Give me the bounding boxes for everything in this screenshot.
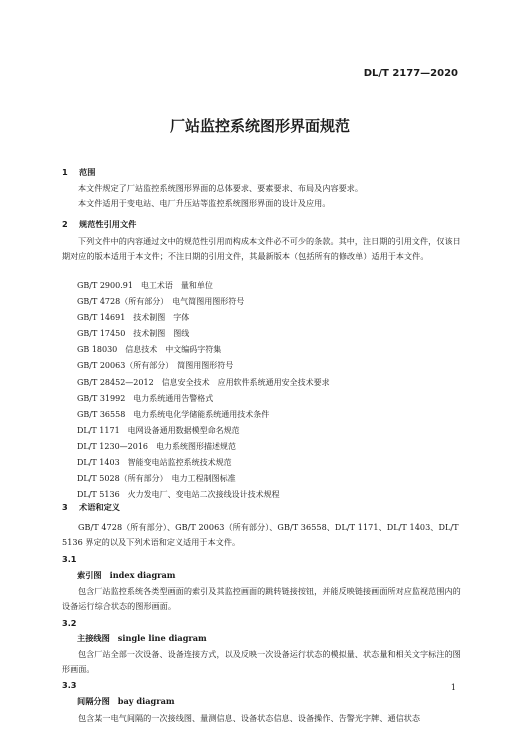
term-english: single line diagram [117, 633, 207, 643]
section-3-heading [62, 502, 120, 513]
section-1-heading [62, 167, 95, 178]
reference-item: GB/T 31992 电力系统通用告警格式 [77, 393, 214, 403]
section-number: 3 [62, 502, 68, 512]
term-chinese: 间隔分图 [77, 696, 110, 706]
section-number: 2 [62, 219, 68, 229]
term-chinese: 主接线图 [77, 633, 110, 643]
term-definition: 包含厂站全部一次设备、设备连接方式，以及反映一次设备运行状态的模拟量、状态量和相关文字标注的图形画面。 [62, 649, 461, 674]
term-number: 3.3 [62, 680, 77, 690]
term-number: 3.2 [62, 618, 77, 628]
reference-item: GB/T 20063（所有部分） 简图用图形符号 [77, 361, 234, 371]
reference-item: DL/T 5136 火力发电厂、变电站二次接线设计技术规程 [77, 490, 280, 500]
section-title: 规范性引用文件 [79, 219, 137, 229]
reference-item: GB/T 36558 电力系统电化学储能系统通用技术条件 [77, 409, 270, 419]
section-number: 1 [62, 167, 68, 177]
term-title [77, 570, 175, 581]
reference-item: GB/T 2900.91 电工术语 量和单位 [77, 281, 213, 290]
section-1-paragraph-1: 本文件规定了厂站监控系统图形界面的总体要求、要素要求、布局及内容要求。 [78, 183, 364, 193]
reference-item: DL/T 5028（所有部分） 电力工程制图标准 [77, 474, 236, 484]
document-number: DL/T 2177—2020 [363, 68, 458, 79]
reference-item: GB/T 28452—2012 信息安全技术 应用软件系统通用安全技术要求 [77, 377, 330, 387]
reference-item: DL/T 1403 智能变电站监控系统技术规范 [77, 458, 232, 468]
term-number: 3.1 [62, 554, 77, 564]
page-number: 1 [450, 683, 456, 692]
term-title [77, 696, 175, 707]
page-title: 厂站监控系统图形界面规范 [169, 117, 350, 135]
reference-item: DL/T 1171 电网设备通用数据模型命名规范 [77, 425, 240, 435]
section-title: 范围 [79, 167, 96, 177]
term-definition: 包含厂站监控系统各类型画面的索引及其监控画面的跳转链接按钮，并能反映链接画面所对应监视范围内的设备运行综合状态的图形画面。 [62, 586, 461, 611]
reference-item: DL/T 1230—2016 电力系统图形描述规范 [77, 441, 237, 451]
reference-list [77, 278, 330, 503]
section-3-intro: GB/T 4728（所有部分）、GB/T 20063（所有部分）、GB/T 36558、DL/T 1171、DL/T 1403、DL/T 5136 界定的以及下列术语和定义适用于本文件。 [62, 522, 459, 547]
term-title [77, 633, 207, 644]
reference-item: GB 18030 信息技术 中文编码字符集 [77, 345, 222, 355]
term-definition: 包含某一电气间隔的一次接线图、量测信息、设备状态信息、设备操作、告警光字牌、通信状态 [78, 713, 421, 723]
term-english: bay diagram [117, 696, 175, 706]
section-1-paragraph-2: 本文件适用于变电站、电厂升压站等监控系统图形界面的设计及应用。 [78, 198, 331, 208]
term-english: index diagram [109, 570, 176, 580]
reference-item: GB/T 17450 技术制图 图线 [77, 329, 190, 339]
term-chinese: 索引图 [77, 570, 102, 580]
reference-item: GB/T 14691 技术制图 字体 [77, 313, 190, 323]
section-2-intro: 下列文件中的内容通过文中的规范性引用而构成本文件必不可少的条款。其中，注日期的引用文件，仅该日期对应的版本适用于本文件；不注日期的引用文件，其最新版本（包括所有的修改单）适用于本文件。 [62, 236, 461, 261]
reference-item: GB/T 4728（所有部分） 电气简图用图形符号 [77, 297, 245, 307]
section-2-heading [62, 219, 136, 230]
section-title: 术语和定义 [79, 502, 120, 512]
